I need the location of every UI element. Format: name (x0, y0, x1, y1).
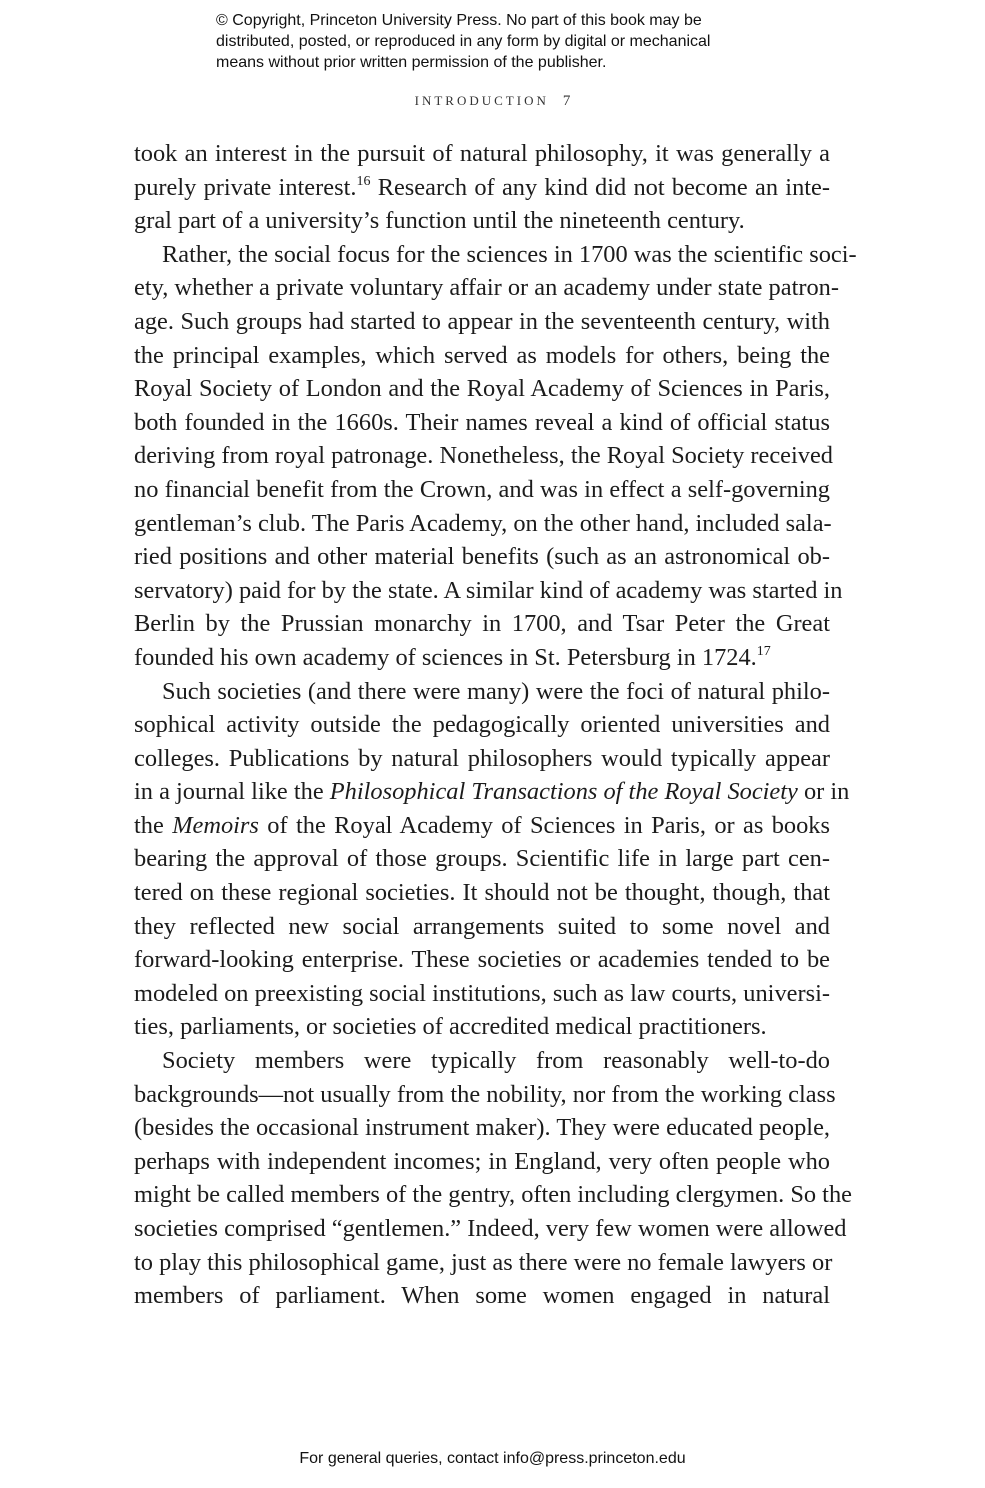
text-line (134, 540, 830, 574)
text-line (134, 137, 830, 171)
text-line (134, 1044, 830, 1078)
text-line (134, 1078, 836, 1112)
text-line (134, 1178, 852, 1212)
text-line (134, 574, 843, 608)
copyright-line: © Copyright, Princeton University Press. No part of this book may be (216, 12, 702, 29)
text-line (134, 1010, 830, 1044)
footer-contact: For general queries, contact info@press.princeton.edu (299, 1450, 686, 1467)
line-text: age. Such groups had started to appear in the seventeenth century, with (134, 307, 830, 335)
text-line (134, 775, 850, 809)
line-text: forward-looking enterprise. These societies or academies tended to be (134, 946, 830, 974)
line-text: perhaps with independent incomes; in England, very often people who (134, 1147, 830, 1175)
text-line (134, 473, 830, 507)
text-line (134, 372, 830, 406)
copyright-line: means without prior written permission of the publisher. (216, 54, 607, 71)
line-text: members of parliament. When some women engaged in natural (134, 1282, 830, 1310)
line-text: no financial benefit from the Crown, and was in effect a self-governing (134, 475, 830, 503)
line-text: or in (797, 778, 850, 806)
text-line (134, 238, 857, 272)
line-text: gral part of a university’s function until the nineteenth century. (134, 207, 745, 235)
line-text: founded his own academy of sciences in St. Petersburg in 1724. (134, 643, 757, 671)
footnote-marker: 16 (356, 173, 371, 189)
line-text: both founded in the 1660s. Their names reveal a kind of official status (134, 408, 830, 436)
text-line (134, 910, 830, 944)
text-line (134, 1279, 830, 1313)
line-text: (besides the occasional instrument maker). They were educated people, (134, 1114, 830, 1142)
line-text: Royal Society of London and the Royal Academy of Sciences in Paris, (134, 375, 830, 403)
line-text: bearing the approval of those groups. Scientific life in large part cen- (134, 845, 830, 873)
line-text: they reflected new social arrangements suited to some novel and (134, 912, 830, 940)
copyright-notice (216, 10, 816, 73)
text-line (134, 439, 833, 473)
text-line (134, 507, 830, 541)
text-line (134, 1246, 833, 1280)
line-text: in a journal like the (134, 778, 330, 806)
text-line (134, 607, 830, 641)
line-text: modeled on preexisting social institutions, such as law courts, universi- (134, 979, 830, 1007)
text-line (134, 742, 830, 776)
line-text: to play this philosophical game, just as there were no female lawyers or (134, 1248, 833, 1276)
line-text: deriving from royal patronage. Nonetheless, the Royal Society received (134, 442, 833, 470)
line-text: might be called members of the gentry, often including clergymen. So the (134, 1181, 852, 1209)
text-line (134, 675, 830, 709)
italic-title: Philosophical Transactions of the Royal Society (329, 778, 798, 806)
text-line (134, 876, 830, 910)
text-line (134, 204, 830, 238)
line-text: colleges. Publications by natural philosophers would typically appear (134, 744, 830, 772)
text-line (134, 271, 839, 305)
running-head-title: INTRODUCTION (414, 93, 549, 108)
line-text: ried positions and other material benefits (such as an astronomical ob- (134, 543, 830, 571)
page-number: 7 (562, 93, 571, 109)
text-line (134, 1145, 830, 1179)
text-line (134, 1212, 847, 1246)
text-line (134, 943, 830, 977)
line-text: Rather, the social focus for the sciences in 1700 was the scientific soci- (162, 240, 857, 268)
italic-title: Memoirs (172, 811, 259, 839)
copyright-line: distributed, posted, or reproduced in any form by digital or mechanical (216, 33, 711, 50)
text-line (134, 809, 830, 843)
text-line (134, 842, 830, 876)
text-line (134, 171, 830, 205)
line-text: Society members were typically from reasonably well-to-do (162, 1047, 830, 1075)
line-text: gentleman’s club. The Paris Academy, on the other hand, included sala- (134, 509, 832, 537)
line-text: the (134, 811, 173, 839)
line-text: Berlin by the Prussian monarchy in 1700, and Tsar Peter the Great (134, 610, 830, 638)
line-text: societies comprised “gentlemen.” Indeed, very few women were allowed (134, 1215, 847, 1242)
text-line (134, 406, 830, 440)
line-text: tered on these regional societies. It should not be thought, though, that (134, 879, 830, 907)
line-text: Research of any kind did not become an inte- (370, 173, 830, 201)
running-head (0, 93, 985, 110)
line-text: the principal examples, which served as models for others, being the (134, 341, 830, 369)
line-text: ety, whether a private voluntary affair or an academy under state patron- (134, 274, 839, 302)
line-text: backgrounds—not usually from the nobility, nor from the working class (134, 1080, 836, 1108)
line-text: Such societies (and there were many) were the foci of natural philo- (162, 677, 830, 705)
line-text: took an interest in the pursuit of natural philosophy, it was generally a (134, 140, 830, 167)
text-line (134, 339, 830, 373)
line-text: purely private interest. (134, 173, 357, 201)
footnote-marker: 17 (756, 643, 771, 659)
line-text: ties, parliaments, or societies of accredited medical practitioners. (134, 1013, 767, 1041)
line-text: sophical activity outside the pedagogically oriented universities and (134, 711, 830, 739)
text-line (134, 641, 830, 675)
text-line (134, 1111, 830, 1145)
text-line (134, 977, 830, 1011)
line-text: of the Royal Academy of Sciences in Paris, or as books (258, 811, 830, 839)
text-line (134, 708, 830, 742)
text-line (134, 305, 830, 339)
line-text: servatory) paid for by the state. A similar kind of academy was started in (134, 576, 843, 604)
body-text (134, 137, 857, 1313)
